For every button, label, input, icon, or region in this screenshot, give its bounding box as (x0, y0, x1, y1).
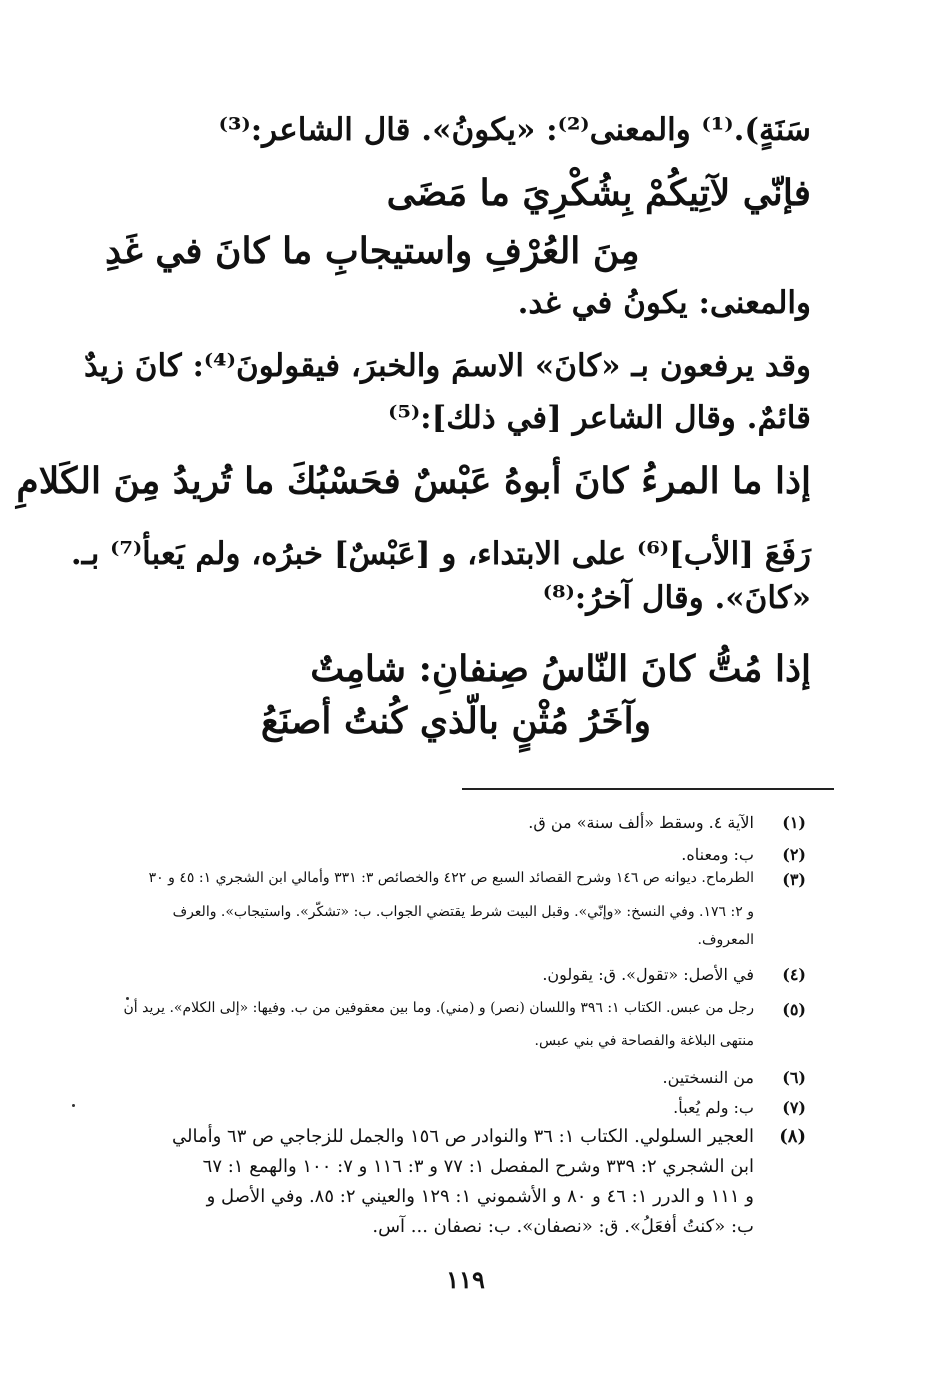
footnote-text: ب: ولم يُعبأ. (673, 1098, 754, 1117)
text-line-6: «كانَ». وقال آخرُ:⁽⁸⁾ (542, 580, 811, 616)
footnote-text: و ٢: ١٧٦. وفي النسخ: «وإنّي». وقبل البيت شرط يقتضي الجواب. ب: «تشكّر». واستيجاب». والعرف (172, 904, 754, 920)
footnote-text: ابن الشجري ٢: ٣٣٩ وشرح المفصل ١: ٧٧ و ٣: ١١٦ و ٧: ١٠٠ والهمع ١: ٦٧ (202, 1156, 754, 1177)
footnote-number: (٨) (779, 1126, 806, 1147)
text-line-3: وقد يرفعون بـ «كانَ» الاسمَ والخبرَ، فيقولونَ⁽⁴⁾: كانَ زيدٌ (84, 348, 811, 384)
footnote-number: (١) (782, 813, 806, 832)
verse-line-1: فإنّي لآتِيكُمْ بِشُكْرِيَ ما مَضَى (386, 172, 811, 214)
text-line-1: سَنَةٍ).⁽¹⁾ والمعنى⁽²⁾: «يكونُ». قال الشاعر:⁽³⁾ (218, 112, 811, 148)
footnote-number: (٦) (782, 1068, 806, 1087)
footnote-number: (٧) (782, 1098, 806, 1117)
footnote-number: (٢) (782, 845, 806, 864)
footnote-separator (462, 788, 834, 790)
footnote-number: (٤) (782, 965, 806, 984)
footnote-number: (٥) (782, 1000, 806, 1019)
text-line-2: والمعنى: يكونُ في غد. (517, 285, 811, 321)
verse-line-3: إذا ما المرءُ كانَ أبوهُ عَبْسٌ فحَسْبُكَ ما تُريدُ مِنَ الكَلامِ (16, 460, 811, 502)
footnote-number: (٣) (782, 870, 806, 889)
footnote-text: رجل من عبس. الكتاب ١: ٣٩٦ واللسان (نصر) و (مني). وما بين معقوفين من ب. وفيها: «إلى الكلام». يريد أن (123, 1000, 754, 1016)
page-number: ١١٩ (446, 1265, 485, 1294)
footnote-text: في الأصل: «تقول». ق: يقولون. (542, 965, 754, 984)
footnote-text: و ١١١ و الدرر ١: ٤٦ و ٨٠ و الأشموني ١: ١٢٩ والعيني ٢: ٨٥. وفي الأصل و (206, 1186, 754, 1207)
footnote-text: من النسختين. (662, 1068, 754, 1087)
footnote-text: العجير السلولي. الكتاب ١: ٣٦ والنوادر ص ١٥٦ والجمل للزجاجي ص ٦٣ وأمالي (172, 1126, 754, 1147)
scan-speck (126, 997, 129, 1000)
verse-line-4: إذا مُتُّ كانَ النّاسُ صِنفانِ: شامِتٌ (310, 648, 811, 690)
verse-line-5: وآخَرُ مُثْنٍ بالّذي كُنتُ أصنَعُ (260, 700, 651, 742)
footnote-text: الطرماح. ديوانه ص ١٤٦ وشرح القصائد السبع ص ٤٢٢ والخصائص ٣: ٣٣١ وأمالي ابن الشجري ١: ٤٥ و ٣٠ (148, 870, 754, 886)
footnote-text: منتهى البلاغة والفصاحة في بني عبس. (534, 1033, 754, 1049)
verse-line-2: مِنَ العُرْفِ واستيجابِ ما كانَ في غَدِ (105, 230, 640, 272)
scan-speck (72, 1104, 75, 1107)
text-line-4: قائمٌ. وقال الشاعر [في ذلك]:⁽⁵⁾ (388, 400, 811, 436)
footnote-text: ب: ومعناه. (681, 845, 754, 864)
footnote-text: ب: «كنتُ أفعَلُ». ق: «نصفان». ب: نصفان ... آس. (372, 1216, 754, 1237)
footnote-text: المعروف. (697, 932, 754, 948)
footnote-text: الآية ٤. وسقط «ألف سنة» من ق. (528, 813, 754, 832)
text-line-5: رَفَعَ [الأب]⁽⁶⁾ على الابتداء، و [عَبْسٌ] خبرُه، ولم يَعبأ⁽⁷⁾ بـ. (70, 536, 811, 572)
